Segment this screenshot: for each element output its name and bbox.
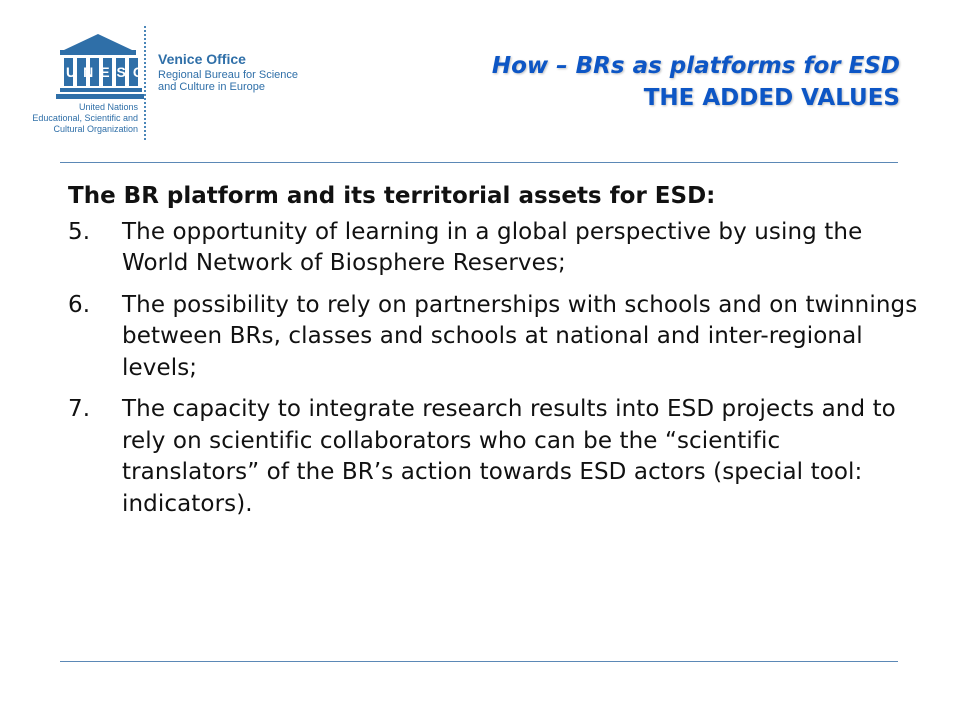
list-item-number: 5.: [68, 218, 91, 245]
slide-body: [68, 181, 918, 530]
list-item-text: The possibility to rely on partnerships with schools and on twinnings between BRs, classes and schools at national and inter-regional levels;: [122, 291, 918, 381]
title-line1: How – BRs as platforms for ESD: [491, 53, 900, 79]
list-item: [68, 290, 918, 385]
lead-heading: The BR platform and its territorial assets for ESD:: [68, 183, 716, 209]
office-block: [158, 52, 298, 94]
list-item: [68, 394, 918, 520]
office-sub-line2: and Culture in Europe: [158, 81, 266, 94]
org-line1: United Nations: [78, 102, 138, 112]
office-sub-line1: Regional Bureau for Science: [158, 69, 299, 82]
unesco-logo-text: UNESCO: [66, 64, 168, 80]
org-line2: Educational, Scientific and: [32, 112, 138, 123]
title-line2: THE ADDED VALUES: [643, 85, 900, 112]
top-divider: [60, 162, 898, 163]
logo-divider: [144, 26, 146, 140]
numbered-list: [68, 217, 918, 521]
office-name: Venice Office: [158, 51, 246, 67]
organization-name: [14, 102, 138, 134]
list-item-number: 6.: [68, 291, 91, 318]
slide-title: [380, 50, 900, 114]
bottom-divider: [60, 661, 898, 662]
list-item: [68, 217, 918, 280]
list-item-number: 7.: [68, 396, 91, 422]
org-line3: Cultural Organization: [53, 123, 138, 134]
list-item-text: The opportunity of learning in a global perspective by using the World Network of Biosphere Reserves;: [122, 218, 863, 276]
list-item-text: The capacity to integrate research results into ESD projects and to rely on scientific collaborators who can be the “scientific translators” of the BR’s action towards ESD actors (special tool: indicators).: [122, 396, 896, 517]
